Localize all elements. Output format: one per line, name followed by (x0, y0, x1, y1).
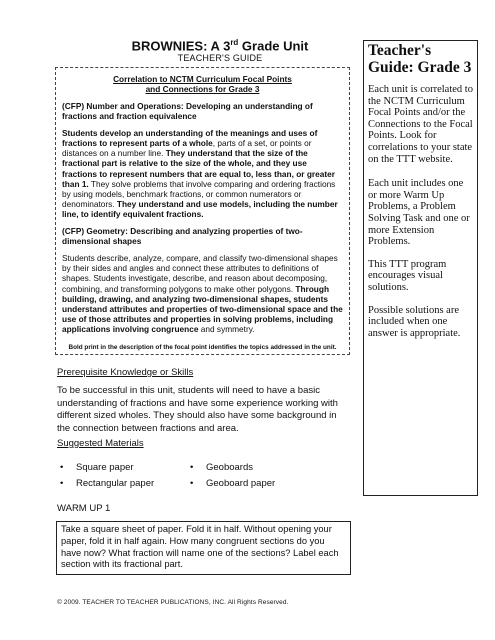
cfp1-seg2: , parts of a set, or points or distances on a number line. (62, 138, 312, 159)
title-main: BROWNIES: A 3 (131, 38, 231, 54)
nctm-correlation-box (55, 67, 350, 355)
cfp1-title: (CFP) Number and Operations: Developing an understanding of fractions and fraction equivalence (62, 101, 313, 122)
cfp1-seg3: They understand that the size of the fractional part is relative to the size of the whole, and they use fractions to represent numbers that are equal to, less than, or greater than 1. (62, 148, 335, 189)
materials-item (190, 462, 253, 473)
sidebar-paragraph-1: Each unit is correlated to the NCTM Curriculum Focal Points and/or the Connections to the Focal Points. Look for correlations to your state on the TTT website. (368, 84, 473, 165)
teacher-guide-sidebar (363, 40, 478, 496)
materials-item-label: Square paper (76, 462, 134, 473)
cfp1-description (62, 128, 343, 219)
sidebar-paragraph-4: Possible solutions are included when one answer is appropriate. (368, 304, 461, 339)
nctm-heading-line1: Correlation to NCTM Curriculum Focal Points (113, 74, 292, 84)
materials-item-label: Geoboard paper (206, 478, 276, 489)
bullet-icon: • (60, 478, 64, 489)
prereq-text: To be successful in this unit, students will need to have a basic understanding of fractions and have some experience working with different sized wholes. They should also have some background in the connection between fractions and area. (57, 385, 338, 434)
page-subtitle: TEACHER'S GUIDE (177, 53, 263, 63)
bullet-icon: • (190, 462, 194, 473)
cfp1-seg1: Students develop an understanding of the meanings and uses of fractions to represent parts of a whole (62, 128, 318, 149)
materials-item-label: Rectangular paper (76, 478, 155, 489)
warmup-text: Take a square sheet of paper. Fold it in half. Without opening your paper, fold it in half again. How many congruent sections do you have now? What fraction will name one of the sections? Label each section with its fractional part. (61, 524, 339, 570)
materials-item (60, 462, 134, 473)
prereq-heading: Prerequisite Knowledge or Skills (57, 367, 194, 378)
materials-item (190, 478, 275, 489)
nctm-heading-line2: and Connections for Grade 3 (145, 84, 260, 94)
sidebar-paragraph-2: Each unit includes one or more Warm Up Problems, a Problem Solving Task and one or more Extension Problems. (368, 178, 470, 248)
nctm-heading (62, 74, 343, 94)
bold-print-note: Bold print in the description of the focal point identifies the topics addressed in the unit. (68, 343, 337, 351)
warmup-box (56, 521, 351, 575)
cfp2-seg3: and symmetry. (198, 323, 255, 334)
cfp2-title: (CFP) Geometry: Describing and analyzing properties of two-dimensional shapes (62, 226, 303, 247)
materials-item (60, 478, 154, 489)
cfp2-seg1: Students describe, analyze, compare, and classify two-dimensional shapes by their sides and angles and connect these attributes to definitions of shapes. Students investigate, describe, and reason about decomposing, combining, and transforming polygons to make other polygons. (62, 253, 338, 294)
copyright-footer: © 2009. TEACHER TO TEACHER PUBLICATIONS, INC. All Rights Reserved. (57, 599, 289, 606)
cfp1-seg5: They understand and use models, including the number line, to identify equivalent fractions. (62, 198, 338, 219)
page-title (100, 38, 340, 53)
materials-heading: Suggested Materials (57, 438, 144, 449)
title-superscript: rd (230, 38, 239, 47)
title-end: Grade Unit (238, 38, 309, 54)
cfp1-seg4: They solve problems that involve comparing and ordering fractions by using models, benchmark fractions, or common numerators or denominators. (62, 178, 336, 209)
warmup-label: WARM UP 1 (57, 503, 111, 514)
sidebar-heading: Teacher's Guide: Grade 3 (368, 42, 472, 76)
cfp2-description (62, 253, 343, 334)
bullet-icon: • (60, 462, 64, 473)
materials-item-label: Geoboards (206, 462, 254, 473)
sidebar-paragraph-3: This TTT program encourages visual solutions. (368, 258, 447, 293)
cfp2-seg2: Through building, drawing, and analyzing two-dimensional shapes, students understand attributes and properties of two-dimensional space and the use of those attributes and properties in solving problems, including applications involving congruence (62, 283, 343, 334)
bullet-icon: • (190, 478, 194, 489)
